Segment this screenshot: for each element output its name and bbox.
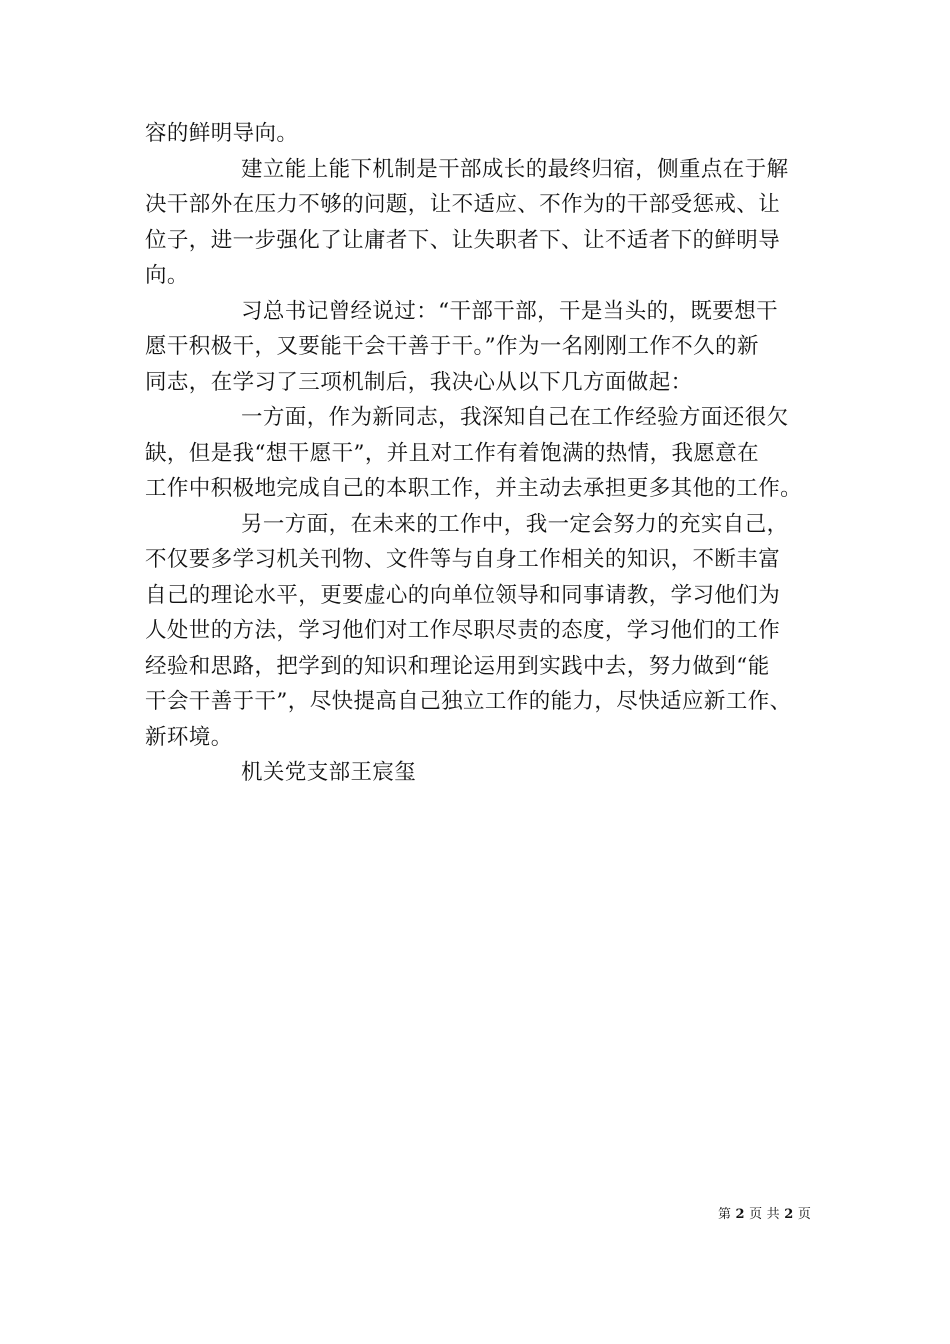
text-line: 缺，但是我“想干愿干”，并且对工作有着饱满的热情，我愿意在	[145, 440, 760, 466]
footer-prefix: 第	[718, 1207, 732, 1222]
text-line: 容的鲜明导向。	[145, 121, 299, 146]
text-line: 同志，在学习了三项机制后，我决心从以下几方面做起：	[145, 369, 693, 395]
text-line: 人处世的方法，学习他们对工作尽职尽责的态度，学习他们的工作	[145, 618, 781, 643]
text-line: 习总书记曾经说过：“干部干部，干是当头的，既要想干	[241, 298, 778, 324]
text-line: 不仅要多学习机关刊物、文件等与自身工作相关的知识，不断丰富	[145, 547, 781, 572]
text-line: 决干部外在压力不够的问题，让不适应、不作为的干部受惩戒、让	[145, 192, 781, 217]
page-number-footer	[718, 1203, 811, 1222]
text-line: 工作中积极地完成自己的本职工作，并主动去承担更多其他的工作。	[145, 476, 803, 501]
paragraph-5	[145, 507, 825, 756]
text-line: 自己的理论水平，更要虚心的向单位领导和同事请教，学习他们为	[145, 582, 781, 608]
text-line: 经验和思路，把学到的知识和理论运用到实践中去，努力做到“能	[145, 653, 770, 679]
paragraph-1	[145, 116, 825, 152]
paragraph-4	[145, 400, 825, 507]
current-page-number: 2	[735, 1207, 745, 1222]
document-body	[145, 116, 825, 791]
footer-middle: 页 共	[749, 1207, 780, 1222]
text-line: 另一方面，在未来的工作中，我一定会努力的充实自己，	[241, 511, 789, 537]
text-line: 干会干善于干”，尽快提高自己独立工作的能力，尽快适应新工作、	[145, 689, 792, 714]
text-line: 位子，进一步强化了让庸者下、让失职者下、让不适者下的鲜明导	[145, 227, 781, 253]
text-line: 建立能上能下机制是干部成长的最终归宿，侧重点在于解	[241, 156, 789, 182]
paragraph-3	[145, 294, 825, 401]
total-page-number: 2	[784, 1207, 794, 1222]
text-line: 一方面，作为新同志，我深知自己在工作经验方面还很欠	[241, 405, 789, 430]
paragraph-2	[145, 152, 825, 294]
signature: 机关党支部王宸玺	[241, 760, 417, 785]
footer-suffix: 页	[797, 1207, 812, 1222]
text-line: 向。	[145, 263, 189, 288]
text-line: 愿干积极干，又要能干会干善于干。”作为一名刚刚工作不久的新	[145, 334, 759, 359]
text-line: 新环境。	[145, 724, 233, 750]
